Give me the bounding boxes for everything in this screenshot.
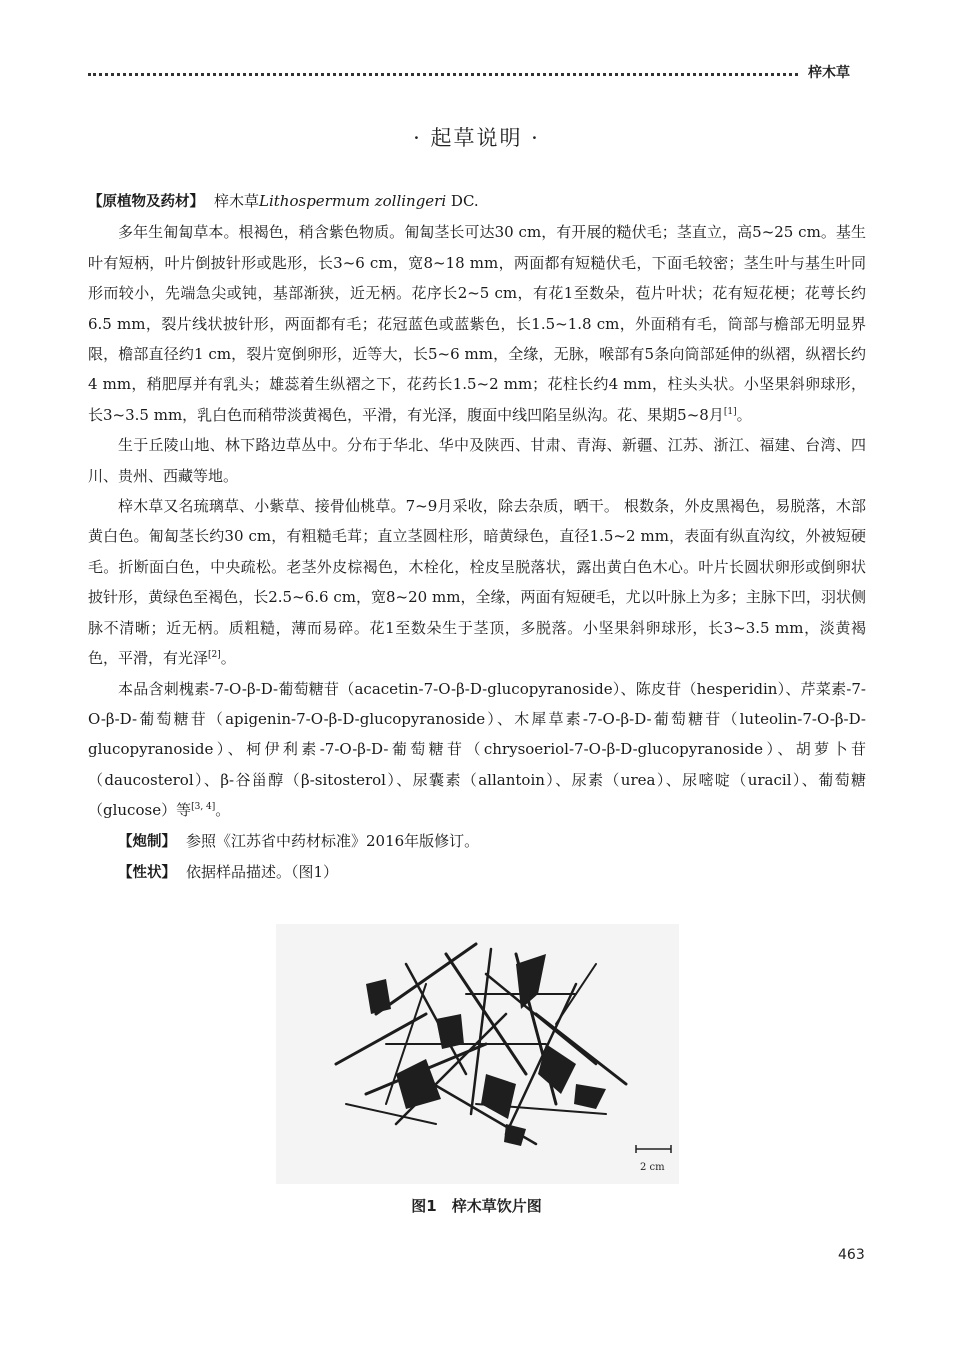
scale-bar-label: 2 cm: [640, 1162, 665, 1173]
figure-caption: 图1 梓木草饮片图: [411, 1197, 542, 1215]
plant-name-latin: Lithospermum zollingeri: [259, 192, 447, 210]
processing-label: 【炮制】: [118, 833, 176, 850]
character-line: [88, 857, 866, 888]
drug-paragraph: [88, 491, 866, 673]
constituents-text: 本品含刺槐素-7-O-β-D-葡萄糖苷（acacetin-7-O-β-D-glucopyranoside）、陈皮苷（hesperidin）、芹菜素-7-O-β-D-葡萄糖苷（apigenin-7-O-β-D-glucopyranoside）、木犀草素-7-O-β-D-葡萄糖苷（luteolin-7-O-β-D-glucopyranoside）、柯伊利素-7-O-β-D-葡萄糖苷（chrysoeriol-7-O-β-D-glucopyranoside）、胡萝卜苷（daucosterol）、β-谷甾醇（β-sitosterol）、尿囊素（allantoin）、尿素（urea）、尿嘧啶（uracil）、葡萄糖（glucose）等: [88, 679, 866, 820]
description-end: 。: [736, 405, 752, 424]
habitat-paragraph: 生于丘陵山地、林下路边草丛中。分布于华北、华中及陕西、甘肃、青海、新疆、江苏、浙江、福建、台湾、四川、贵州、西藏等地。: [88, 436, 866, 485]
running-header-title: 梓木草: [808, 65, 850, 81]
character-label: 【性状】: [118, 864, 176, 881]
plant-name-cn: 梓木草: [214, 192, 260, 210]
description-text: 多年生匍匐草本。根褐色，稍含紫色物质。匍匐茎长可达30 cm，有开展的糙伏毛；茎直立，高5~25 cm。基生叶有短柄，叶片倒披针形或匙形，长3~6 cm，宽8~18 mm，两面都有短糙伏毛，下面毛较密；茎生叶与基生叶同形而较小，先端急尖或钝，基部渐狭，近无柄。花序长2~5 cm，有花1至数朵，苞片叶状；花有短花梗；花萼长约6.5 mm，裂片线状披针形，两面都有毛；花冠蓝色或蓝紫色，长1.5~1.8 cm，外面稍有毛，筒部与檐部无明显界限，檐部直径约1 cm，裂片宽倒卵形，近等大，长5~6 mm，全缘，无脉，喉部有5条向筒部延伸的纵褶，纵褶长约4 mm，稍肥厚并有乳头；雄蕊着生纵褶之下，花药长1.5~2 mm；花柱长约4 mm，柱头头状。小坚果斜卵球形，长3~3.5 mm，乳白色而稍带淡黄褐色，平滑，有光泽，腹面中线凹陷呈纵沟。花、果期5~8月: [88, 223, 866, 424]
drug-text: 梓木草又名琉璃草、小紫草、接骨仙桃草。7~9月采收，除去杂质，晒干。 根数条，外皮黑褐色，易脱落，木部黄白色。匍匐茎长约30 cm，有粗糙毛茸；直立茎圆柱形，暗黄绿色，直径1.5~2 mm，表面有纵直沟纹，外被短硬毛。折断面白色，中央疏松。老茎外皮棕褐色，木栓化，栓皮呈脱落状，露出黄白色木心。叶片长圆状卵形或倒卵状披针形，黄绿色至褐色，长2.5~6.6 cm，宽8~20 mm，全缘，两面有短硬毛，尤以叶脉上为多；主脉下凹，羽状侧脉不清晰；近无柄。质粗糙，薄而易碎。花1至数朵生于茎顶，多脱落。小坚果斜卵球形，长3~3.5 mm，淡黄褐色，平滑，有光泽: [88, 497, 866, 668]
processing-text: 参照《江苏省中药材标准》2016年版修订。: [186, 831, 480, 850]
plant-authority: DC.: [446, 192, 479, 210]
description-paragraph: [88, 217, 866, 430]
constituents-end: 。: [215, 801, 231, 820]
plant-source-label: 【原植物及药材】: [88, 194, 204, 210]
herb-slices-photo: [276, 924, 679, 1184]
header-dotted-rule: [88, 73, 798, 76]
citation-ref: [1]: [723, 406, 737, 417]
plant-source-line: [88, 186, 866, 217]
character-text: 依据样品描述。（图1）: [186, 862, 339, 881]
citation-ref: [2]: [208, 650, 221, 661]
body-text: [88, 186, 866, 888]
constituents-paragraph: [88, 674, 866, 826]
section-title: · 起草说明 ·: [413, 126, 540, 150]
drug-end: 。: [220, 649, 236, 668]
citation-ref: [3, 4]: [191, 802, 216, 813]
processing-line: [88, 826, 866, 857]
page-number: 463: [838, 1247, 865, 1263]
